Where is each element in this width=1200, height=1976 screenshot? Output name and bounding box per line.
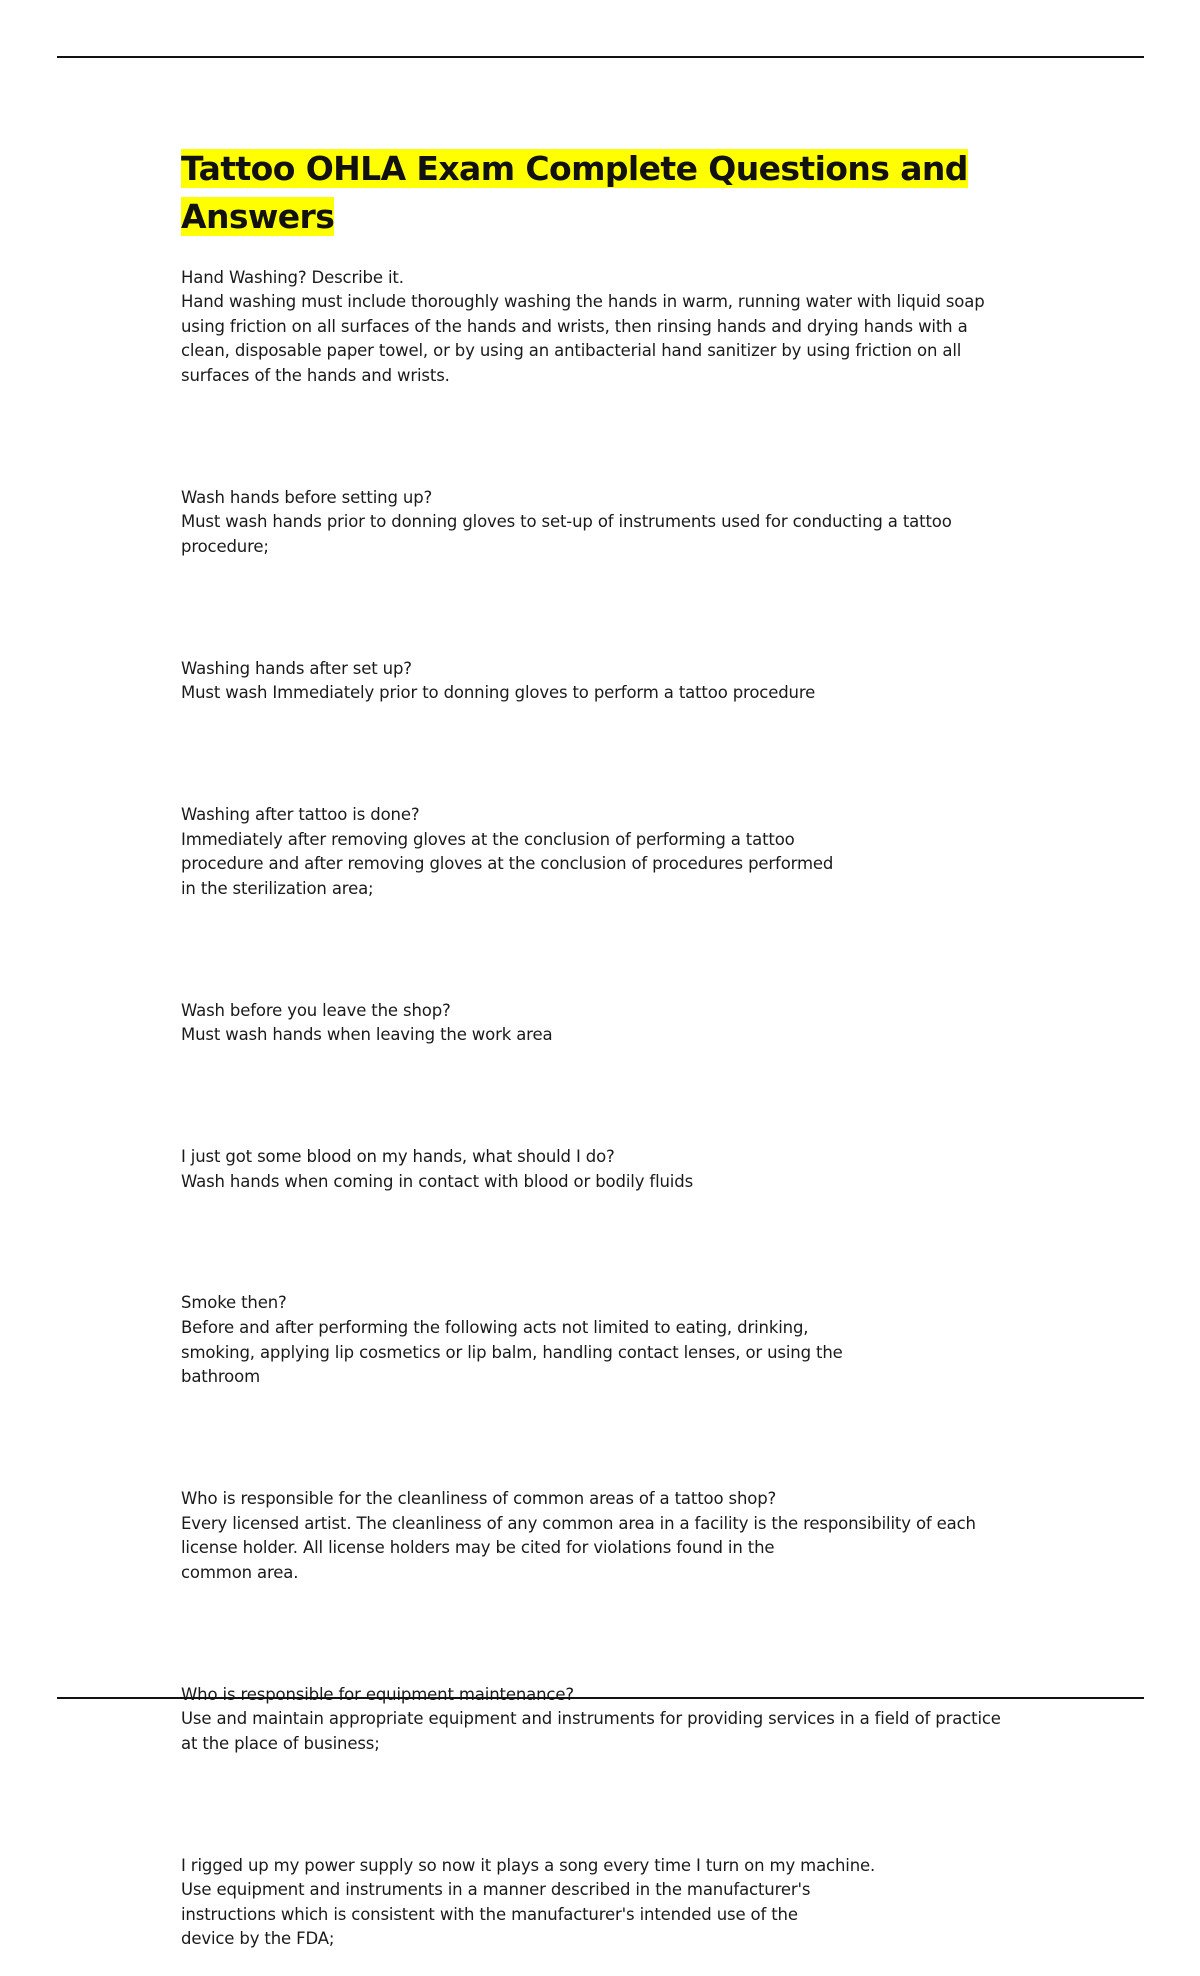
- answer-text: Must wash hands when leaving the work area: [181, 1025, 553, 1045]
- answer-text: Use equipment and instruments in a manner described in the manufacturer's instructions which is consistent with the manufacturer's intended use of the device by the FDA;: [181, 1880, 811, 1949]
- question-text: Who is responsible for equipment maintenance?: [181, 1684, 574, 1704]
- document-title: [181, 145, 1021, 241]
- answer-text: Must wash hands prior to donning gloves to set-up of instruments used for conducting a tattoo procedure;: [181, 512, 952, 556]
- qa-item: [181, 461, 1021, 584]
- question-text: Washing hands after set up?: [181, 658, 412, 678]
- qa-item: [181, 1462, 1021, 1610]
- qa-item: [181, 241, 1021, 413]
- page-bottom-rule: [57, 1697, 1144, 1699]
- qa-item: [181, 632, 1021, 730]
- document-body: [181, 145, 1021, 1976]
- question-text: Wash before you leave the shop?: [181, 1000, 451, 1020]
- question-text: Hand Washing? Describe it.: [181, 267, 404, 287]
- title-highlight: Tattoo OHLA Exam Complete Questions and Answers: [181, 149, 968, 236]
- qa-item: [181, 1120, 1021, 1218]
- answer-text: Immediately after removing gloves at the conclusion of performing a tattoo procedure and after removing gloves at the conclusion of procedures performed in the sterilization area;: [181, 829, 834, 898]
- qa-item: [181, 1829, 1021, 1976]
- qa-item: [181, 974, 1021, 1072]
- answer-text: Use and maintain appropriate equipment and instruments for providing services in a field of practice at the place of business;: [181, 1709, 1001, 1753]
- question-text: Washing after tattoo is done?: [181, 805, 420, 825]
- answer-text: Every licensed artist. The cleanliness of any common area in a facility is the responsibility of each license holder. All license holders may be cited for violations found in the common area.: [181, 1513, 976, 1582]
- question-text: Smoke then?: [181, 1293, 287, 1313]
- answer-text: Before and after performing the following acts not limited to eating, drinking, smoking, applying lip cosmetics or lip balm, handling contact lenses, or using the bathroom: [181, 1318, 843, 1387]
- question-text: I just got some blood on my hands, what should I do?: [181, 1147, 615, 1167]
- qa-item: [181, 1658, 1021, 1781]
- answer-text: Must wash Immediately prior to donning gloves to perform a tattoo procedure: [181, 683, 816, 703]
- answer-text: Hand washing must include thoroughly washing the hands in warm, running water with liquid soap using friction on all surfaces of the hands and wrists, then rinsing hands and drying hands with a clean, disposable paper towel, or by using an antibacterial hand sanitizer by using friction on all surfaces of the hands and wrists.: [181, 292, 985, 385]
- qa-item: [181, 1267, 1021, 1415]
- page-top-rule: [57, 56, 1144, 58]
- qa-item: [181, 779, 1021, 927]
- question-text: I rigged up my power supply so now it plays a song every time I turn on my machine.: [181, 1855, 876, 1875]
- question-text: Who is responsible for the cleanliness of common areas of a tattoo shop?: [181, 1488, 777, 1508]
- question-text: Wash hands before setting up?: [181, 487, 433, 507]
- answer-text: Wash hands when coming in contact with blood or bodily fluids: [181, 1171, 694, 1191]
